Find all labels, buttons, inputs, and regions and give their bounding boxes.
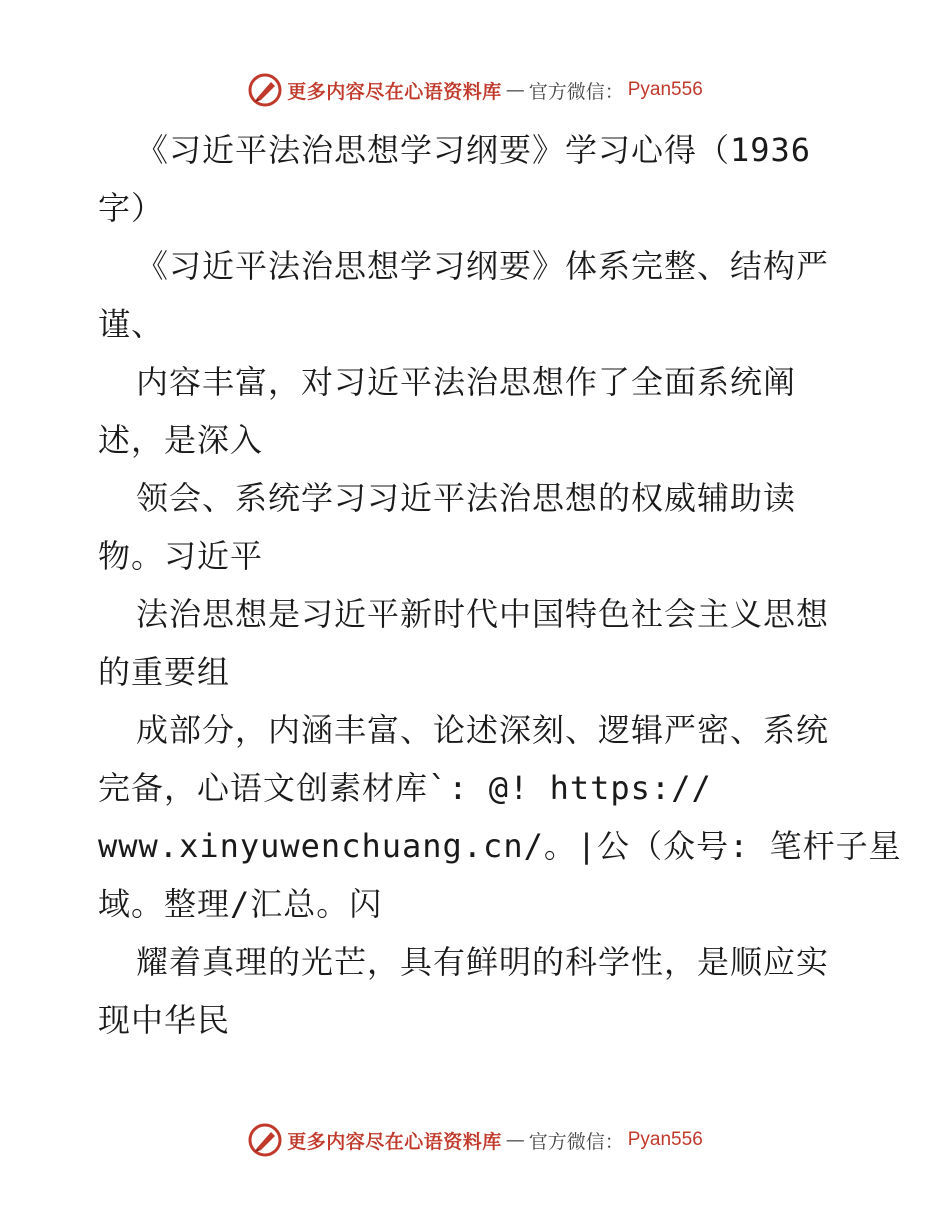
text-line: 法治思想是习近平新时代中国特色社会主义思想	[136, 595, 830, 633]
text-line: 完备，心语文创素材库`: @! https://	[98, 769, 712, 807]
banner-wechat-id: Pyan556	[627, 79, 703, 100]
banner-wechat-label: 官方微信：	[528, 80, 624, 103]
text-line: 的重要组	[98, 653, 231, 691]
banner-slogan: 更多内容尽在心语资料库	[287, 80, 502, 103]
header-banner-inner	[247, 72, 703, 108]
text-line: 谨、	[98, 305, 165, 343]
text-line: 现中华民	[98, 1001, 231, 1039]
footer-banner-inner	[247, 1122, 703, 1158]
text-line: 述，是深入	[98, 421, 264, 459]
text-line: 物。习近平	[98, 537, 264, 575]
text-line: 《习近平法治思想学习纲要》体系完整、结构严	[136, 247, 830, 285]
text-line: 领会、系统学习习近平法治思想的权威辅助读	[136, 479, 797, 517]
banner-wechat-label: 官方微信：	[528, 1130, 624, 1153]
pen-logo-icon	[247, 1122, 283, 1158]
banner-slogan: 更多内容尽在心语资料库	[287, 1130, 502, 1153]
text-line: 成部分，内涵丰富、论述深刻、逻辑严密、系统	[136, 711, 830, 749]
text-line: 内容丰富，对习近平法治思想作了全面系统阐	[136, 363, 797, 401]
banner-dash: —	[505, 1129, 525, 1151]
text-line: 域。整理/汇总。闪	[98, 885, 383, 923]
text-line: 字）	[98, 189, 165, 227]
header-banner	[0, 70, 950, 110]
text-line: www.xinyuwenchuang.cn/。|公（众号: 笔杆子星	[98, 827, 902, 865]
text-line: 《习近平法治思想学习纲要》学习心得（1936	[136, 131, 812, 169]
footer-banner	[0, 1120, 950, 1160]
banner-dash: —	[505, 79, 525, 101]
pen-logo-icon	[247, 72, 283, 108]
banner-wechat-id: Pyan556	[627, 1129, 703, 1150]
document-body	[98, 121, 902, 1049]
text-line: 耀着真理的光芒，具有鲜明的科学性，是顺应实	[136, 943, 830, 981]
